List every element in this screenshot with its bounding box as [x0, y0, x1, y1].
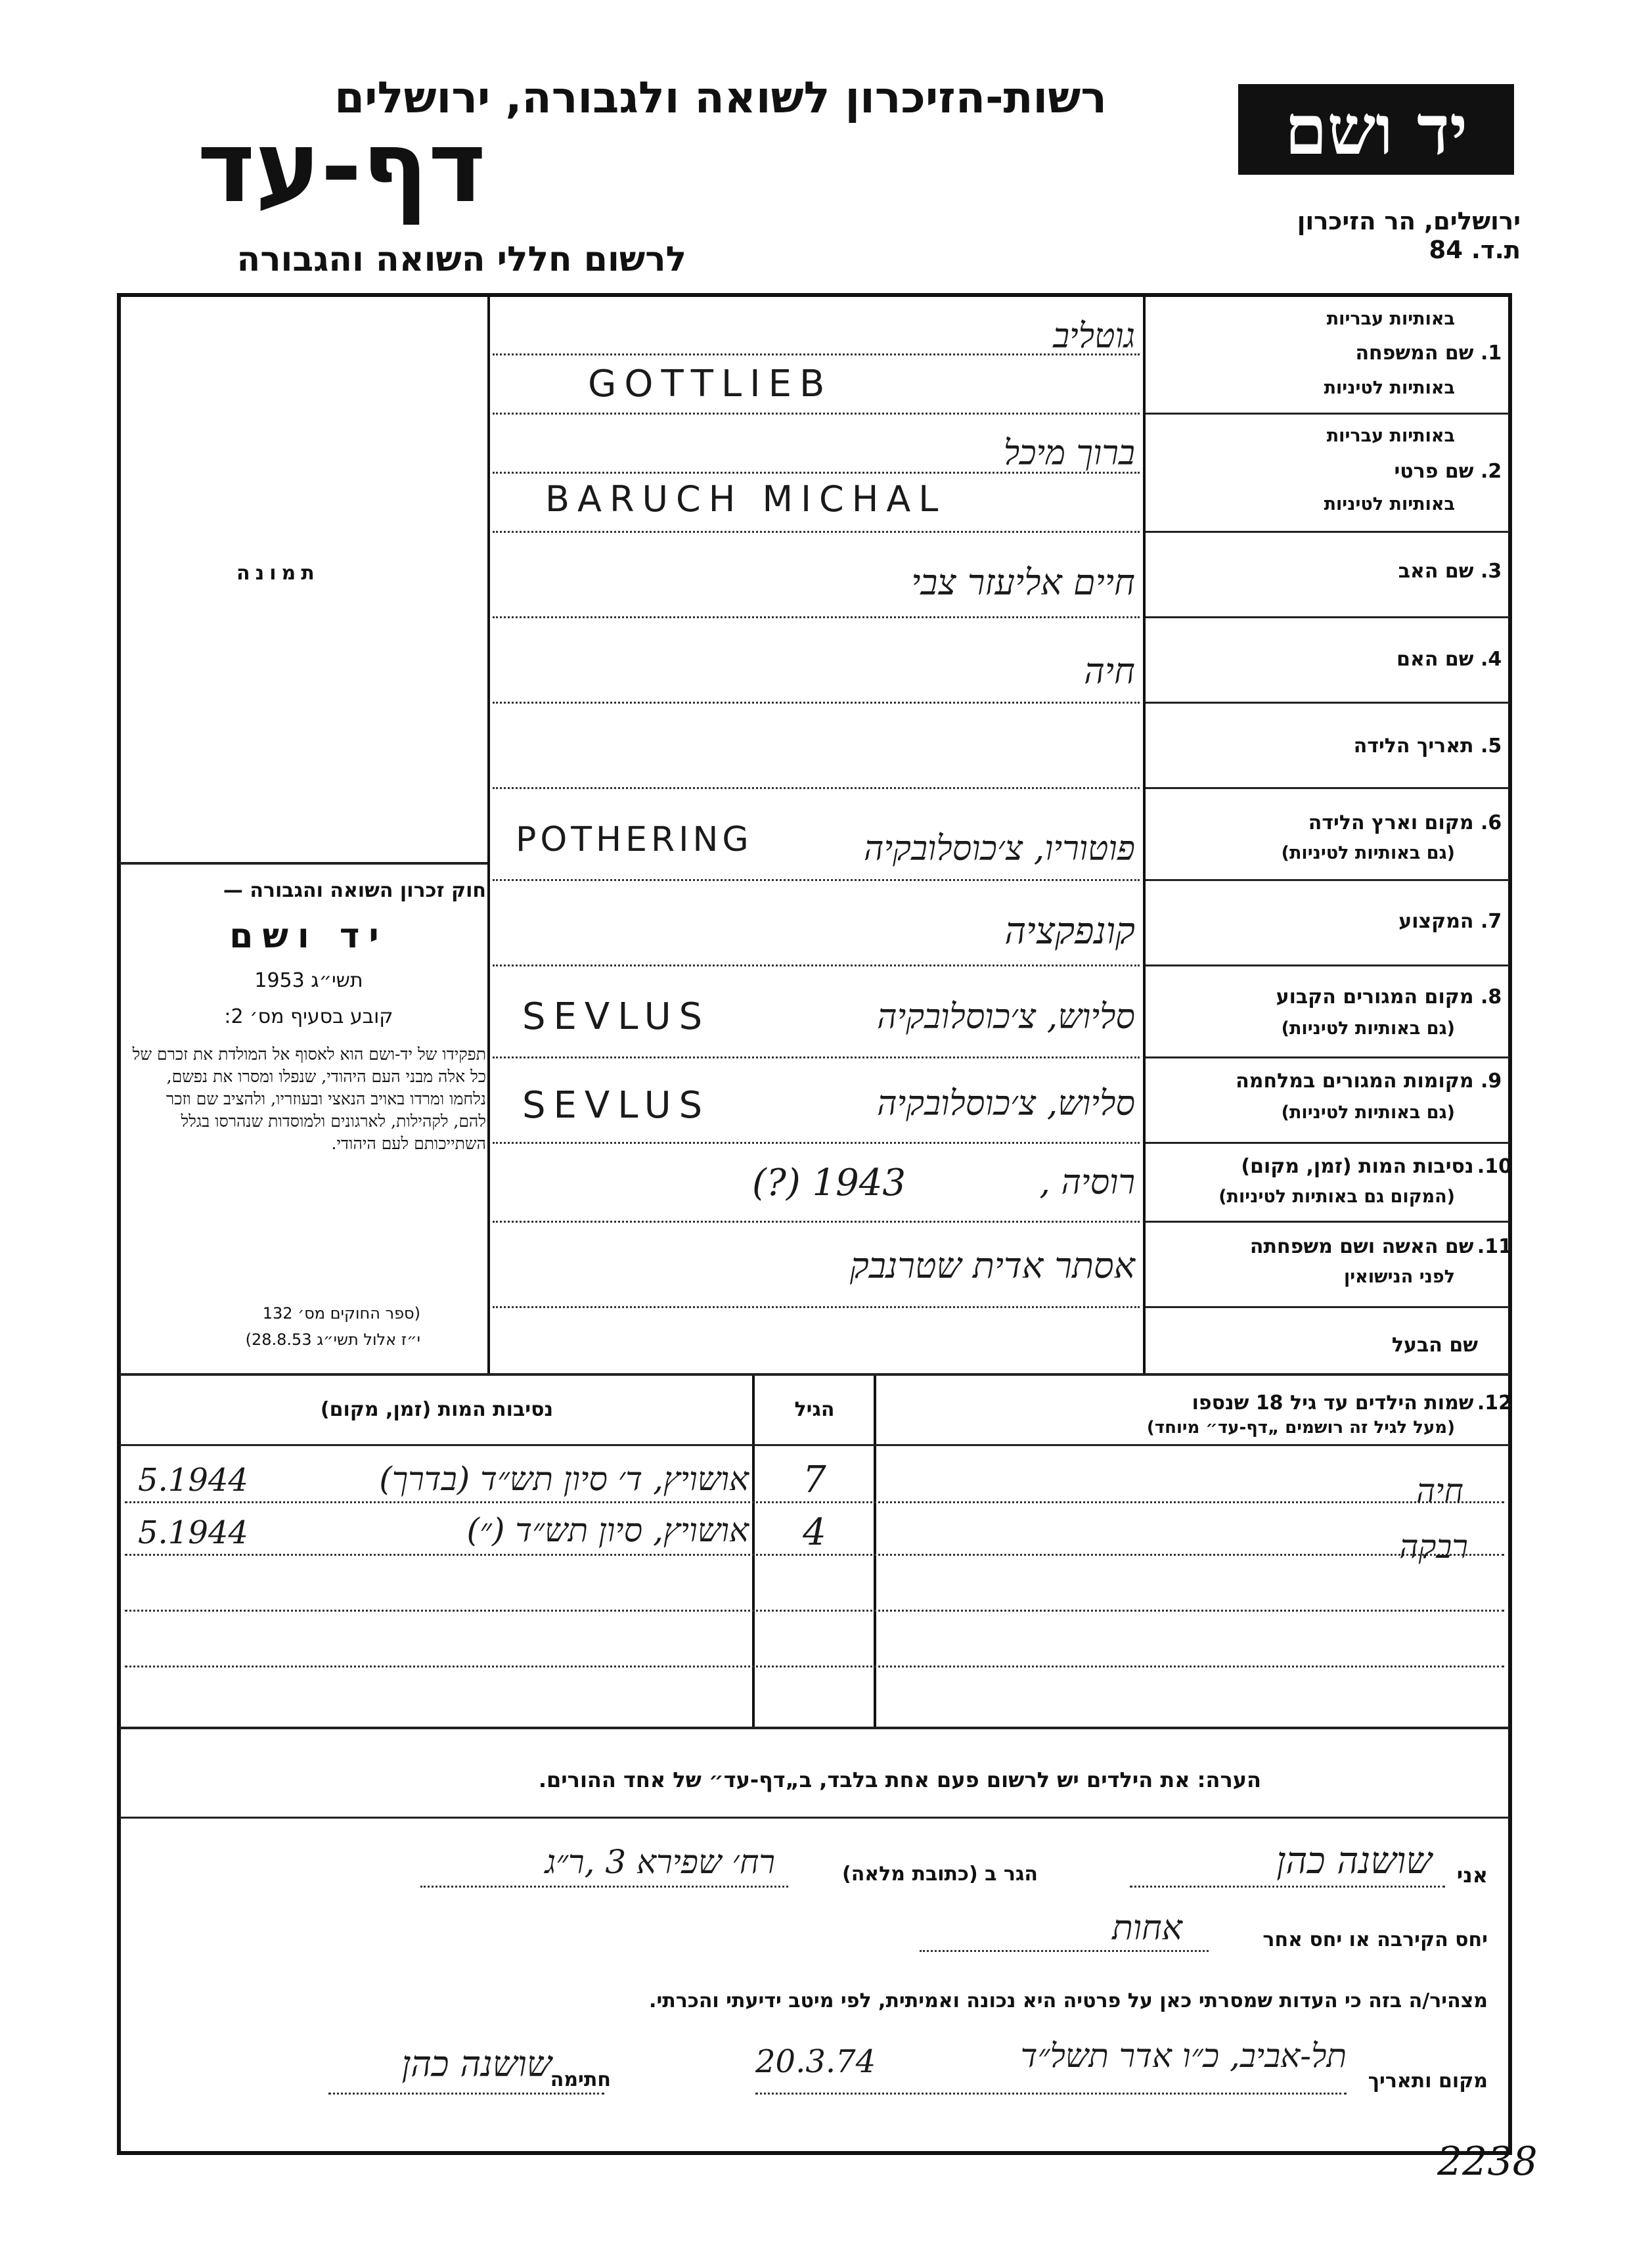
child-1-death-date: 5.1944 — [138, 1462, 248, 1499]
f9-value-hebrew: סליוש, צ׳כוסלובקיה — [877, 1084, 1135, 1123]
f7-value: קונפקציה — [1004, 910, 1135, 953]
children-header-line — [120, 1444, 1509, 1446]
child-1-name: חיה — [1416, 1472, 1463, 1510]
children-subheading: (מעל לגיל זה רושמים „דף-עד״ מיוחד) — [1146, 1418, 1455, 1438]
f2-value-latin: BARUCH MICHAL — [545, 478, 947, 520]
address-line-1: ירושלים, הר הזיכרון — [1297, 207, 1521, 235]
value-line — [493, 413, 1140, 415]
value-line — [493, 1056, 1140, 1058]
f1-value-latin: GOTTLIEB — [588, 363, 833, 405]
col-death-header: נסיבות המות (זמן, מקום) — [320, 1398, 554, 1421]
child-row-line — [125, 1610, 1504, 1612]
f10-value-hebrew: רוסיה , — [1039, 1163, 1135, 1202]
row-line — [1146, 787, 1509, 789]
page-number: 2238 — [1437, 2139, 1538, 2185]
child-2-age: 4 — [803, 1511, 826, 1554]
children-top-border — [120, 1373, 1509, 1376]
f11-label: 11. שם האשה ושם משפחתה — [1249, 1235, 1512, 1258]
value-line — [493, 787, 1140, 789]
place-date-hebrew: תל-אביב, כ״ו אדר תשל״ד — [1020, 2037, 1347, 2075]
f5-label: 5. תאריך הלידה — [1353, 735, 1502, 758]
signature-line — [328, 2093, 604, 2095]
declaration-text: מצהיר/ה בזה כי העדות שמסרתי כאן על פרטיה היא נכונה ואמיתית, לפי מיטב ידיעתי והכרתי. — [649, 1989, 1488, 2012]
place-date-line — [755, 2093, 1347, 2095]
child-2-name: רבקה — [1399, 1528, 1468, 1566]
law-heading: חוק זכרון השואה והגבורה — — [223, 879, 486, 902]
f3-label: 3. שם האב — [1398, 560, 1502, 583]
f1-value-hebrew: גוטליב — [1053, 317, 1135, 356]
f6-value-latin: POTHERING — [516, 820, 753, 859]
row-line — [1146, 413, 1509, 415]
f11-sub: לפני הנישואין — [1343, 1267, 1455, 1287]
note-text: הערה: את הילדים יש לרשום פעם אחת בלבד, ב„דף-עד״ של אחד ההורים. — [538, 1767, 1261, 1792]
declarant-i-label: אני — [1456, 1863, 1488, 1888]
address-block — [1297, 207, 1521, 265]
f2-sub-latin: באותיות לטיניות — [1324, 494, 1455, 514]
child-1-death: אושויץ, ד׳ סיון תש״ד (בדרך) — [379, 1460, 749, 1498]
husband-label: שם הבעל — [1391, 1334, 1478, 1357]
f10-value-date: (?) 1943 — [752, 1162, 906, 1204]
children-bottom-border — [120, 1727, 1509, 1729]
f8-value-hebrew: סליוש, צ׳כוסלובקיה — [877, 997, 1135, 1037]
f9-value-latin: SEVLUS — [522, 1084, 711, 1127]
f10-sub: (המקום גם באותיות לטיניות) — [1218, 1187, 1455, 1207]
relation-label: יחס הקירבה או יחס אחר — [1262, 1928, 1488, 1951]
f10-label: 10. נסיבות המות (זמן, מקום) — [1241, 1155, 1512, 1178]
f8-sub: (גם באותיות לטיניות) — [1281, 1018, 1455, 1039]
value-line — [493, 964, 1140, 966]
f6-value-hebrew: פוטוריו, צ׳כוסלובקיה — [864, 829, 1135, 869]
row-line — [1146, 1056, 1509, 1058]
law-yad-vashem: יד ושם — [229, 917, 388, 956]
f9-label: 9. מקומות המגורים במלחמה — [1236, 1070, 1502, 1093]
address-line-2: ת.ד. 84 — [1429, 236, 1521, 264]
law-reference-2: י״ז אלול תשי״ג 28.8.53) — [245, 1330, 420, 1349]
f8-value-latin: SEVLUS — [522, 995, 711, 1038]
f6-label: 6. מקום וארץ הלידה — [1308, 811, 1502, 834]
f4-label: 4. שם האם — [1396, 648, 1502, 671]
value-line — [493, 616, 1140, 618]
f8-label: 8. מקום המגורים הקבוע — [1276, 986, 1502, 1009]
signature-label: חתימה — [550, 2068, 611, 2091]
relation-line — [920, 1950, 1209, 1952]
form-subtitle: לרשום חללי השואה והגבורה — [236, 240, 686, 279]
f1-sub-hebrew: באותיות עבריות — [1326, 309, 1455, 329]
value-line — [493, 879, 1140, 881]
f7-label: 7. המקצוע — [1398, 910, 1502, 933]
address-line — [420, 1886, 788, 1888]
value-line — [493, 531, 1140, 533]
children-col-divider-1 — [752, 1376, 755, 1727]
value-line — [493, 1221, 1140, 1223]
value-line — [493, 702, 1140, 704]
signature: שושנה כהן — [401, 2043, 552, 2085]
photo-column-divider — [487, 296, 490, 1373]
row-line — [1146, 964, 1509, 966]
declarant-relation: אחות — [1112, 1909, 1182, 1948]
f2-label: 2. שם פרטי — [1394, 460, 1502, 483]
yad-vashem-logo: יד ושם — [1238, 84, 1514, 175]
institution-name: רשות-הזיכרון לשואה ולגבורה, ירושלים — [334, 72, 1107, 123]
law-clause: קובע בסעיף מס׳ 2: — [224, 1005, 393, 1028]
row-line — [1146, 1306, 1509, 1308]
f6-sub: (גם באותיות לטיניות) — [1281, 843, 1455, 863]
row-line — [1146, 879, 1509, 881]
photo-law-divider — [120, 862, 487, 865]
declarant-name: שושנה כהן — [1276, 1840, 1432, 1882]
f1-label: 1. שם המשפחה — [1355, 342, 1502, 365]
col-age-header: הגיל — [794, 1398, 835, 1421]
child-row-line — [125, 1501, 1504, 1503]
child-1-age: 7 — [803, 1459, 826, 1501]
place-date-label: מקום ותאריך — [1368, 2070, 1488, 2093]
child-row-line — [125, 1666, 1504, 1667]
declarant-name-line — [1130, 1886, 1445, 1888]
declarant-address: רח׳ שפירא 3 ,ר״ג — [545, 1843, 775, 1881]
photo-label: תמונה — [236, 562, 320, 585]
note-bottom-border — [120, 1817, 1509, 1819]
row-line — [1146, 616, 1509, 618]
law-reference-1: (ספר החוקים מס׳ 132 — [262, 1304, 420, 1323]
f9-sub: (גם באותיות לטיניות) — [1281, 1102, 1455, 1123]
value-line — [493, 1142, 1140, 1144]
child-2-death: אושויץ, סיון תש״ד (״) — [466, 1511, 749, 1549]
children-heading: 12. שמות הילדים עד גיל 18 שנספו — [1192, 1392, 1512, 1415]
row-line — [1146, 702, 1509, 704]
f4-value: חיה — [1084, 650, 1135, 692]
f1-sub-latin: באותיות לטיניות — [1324, 378, 1455, 398]
row-line — [1146, 1142, 1509, 1144]
children-col-divider-2 — [874, 1376, 876, 1727]
value-line — [493, 1306, 1140, 1308]
f11-value: אסתר אדית שטרנבק — [849, 1245, 1135, 1286]
form-title: דף-עד — [197, 110, 486, 225]
f3-value: חיים אליעזר צבי — [911, 562, 1135, 603]
law-text: תפקידו של יד-ושם הוא לאסוף אל המולדת את זכרם של כל אלה מבני העם היהודי, שנפלו ומסרו את נפשם, נלחמו ומרדו באויב הנאצי ובעוזריו, ולהציב שם וזכר להם, לקהילות, לארגונים ולמוסדות שנהרסו בגלל השתייכותם לעם היהודי. — [132, 1045, 486, 1153]
f2-value-hebrew: ברוך מיכל — [1003, 434, 1135, 473]
place-date-number: 20.3.74 — [755, 2043, 876, 2080]
row-line — [1146, 1221, 1509, 1223]
law-year: תשי״ג 1953 — [254, 969, 363, 992]
resides-label: הגר ב (כתובת מלאה) — [841, 1863, 1038, 1886]
f2-sub-hebrew: באותיות עבריות — [1326, 426, 1455, 446]
child-row-line — [125, 1554, 1504, 1556]
label-column-divider — [1143, 296, 1146, 1373]
child-2-death-date: 5.1944 — [138, 1514, 248, 1551]
row-line — [1146, 531, 1509, 533]
